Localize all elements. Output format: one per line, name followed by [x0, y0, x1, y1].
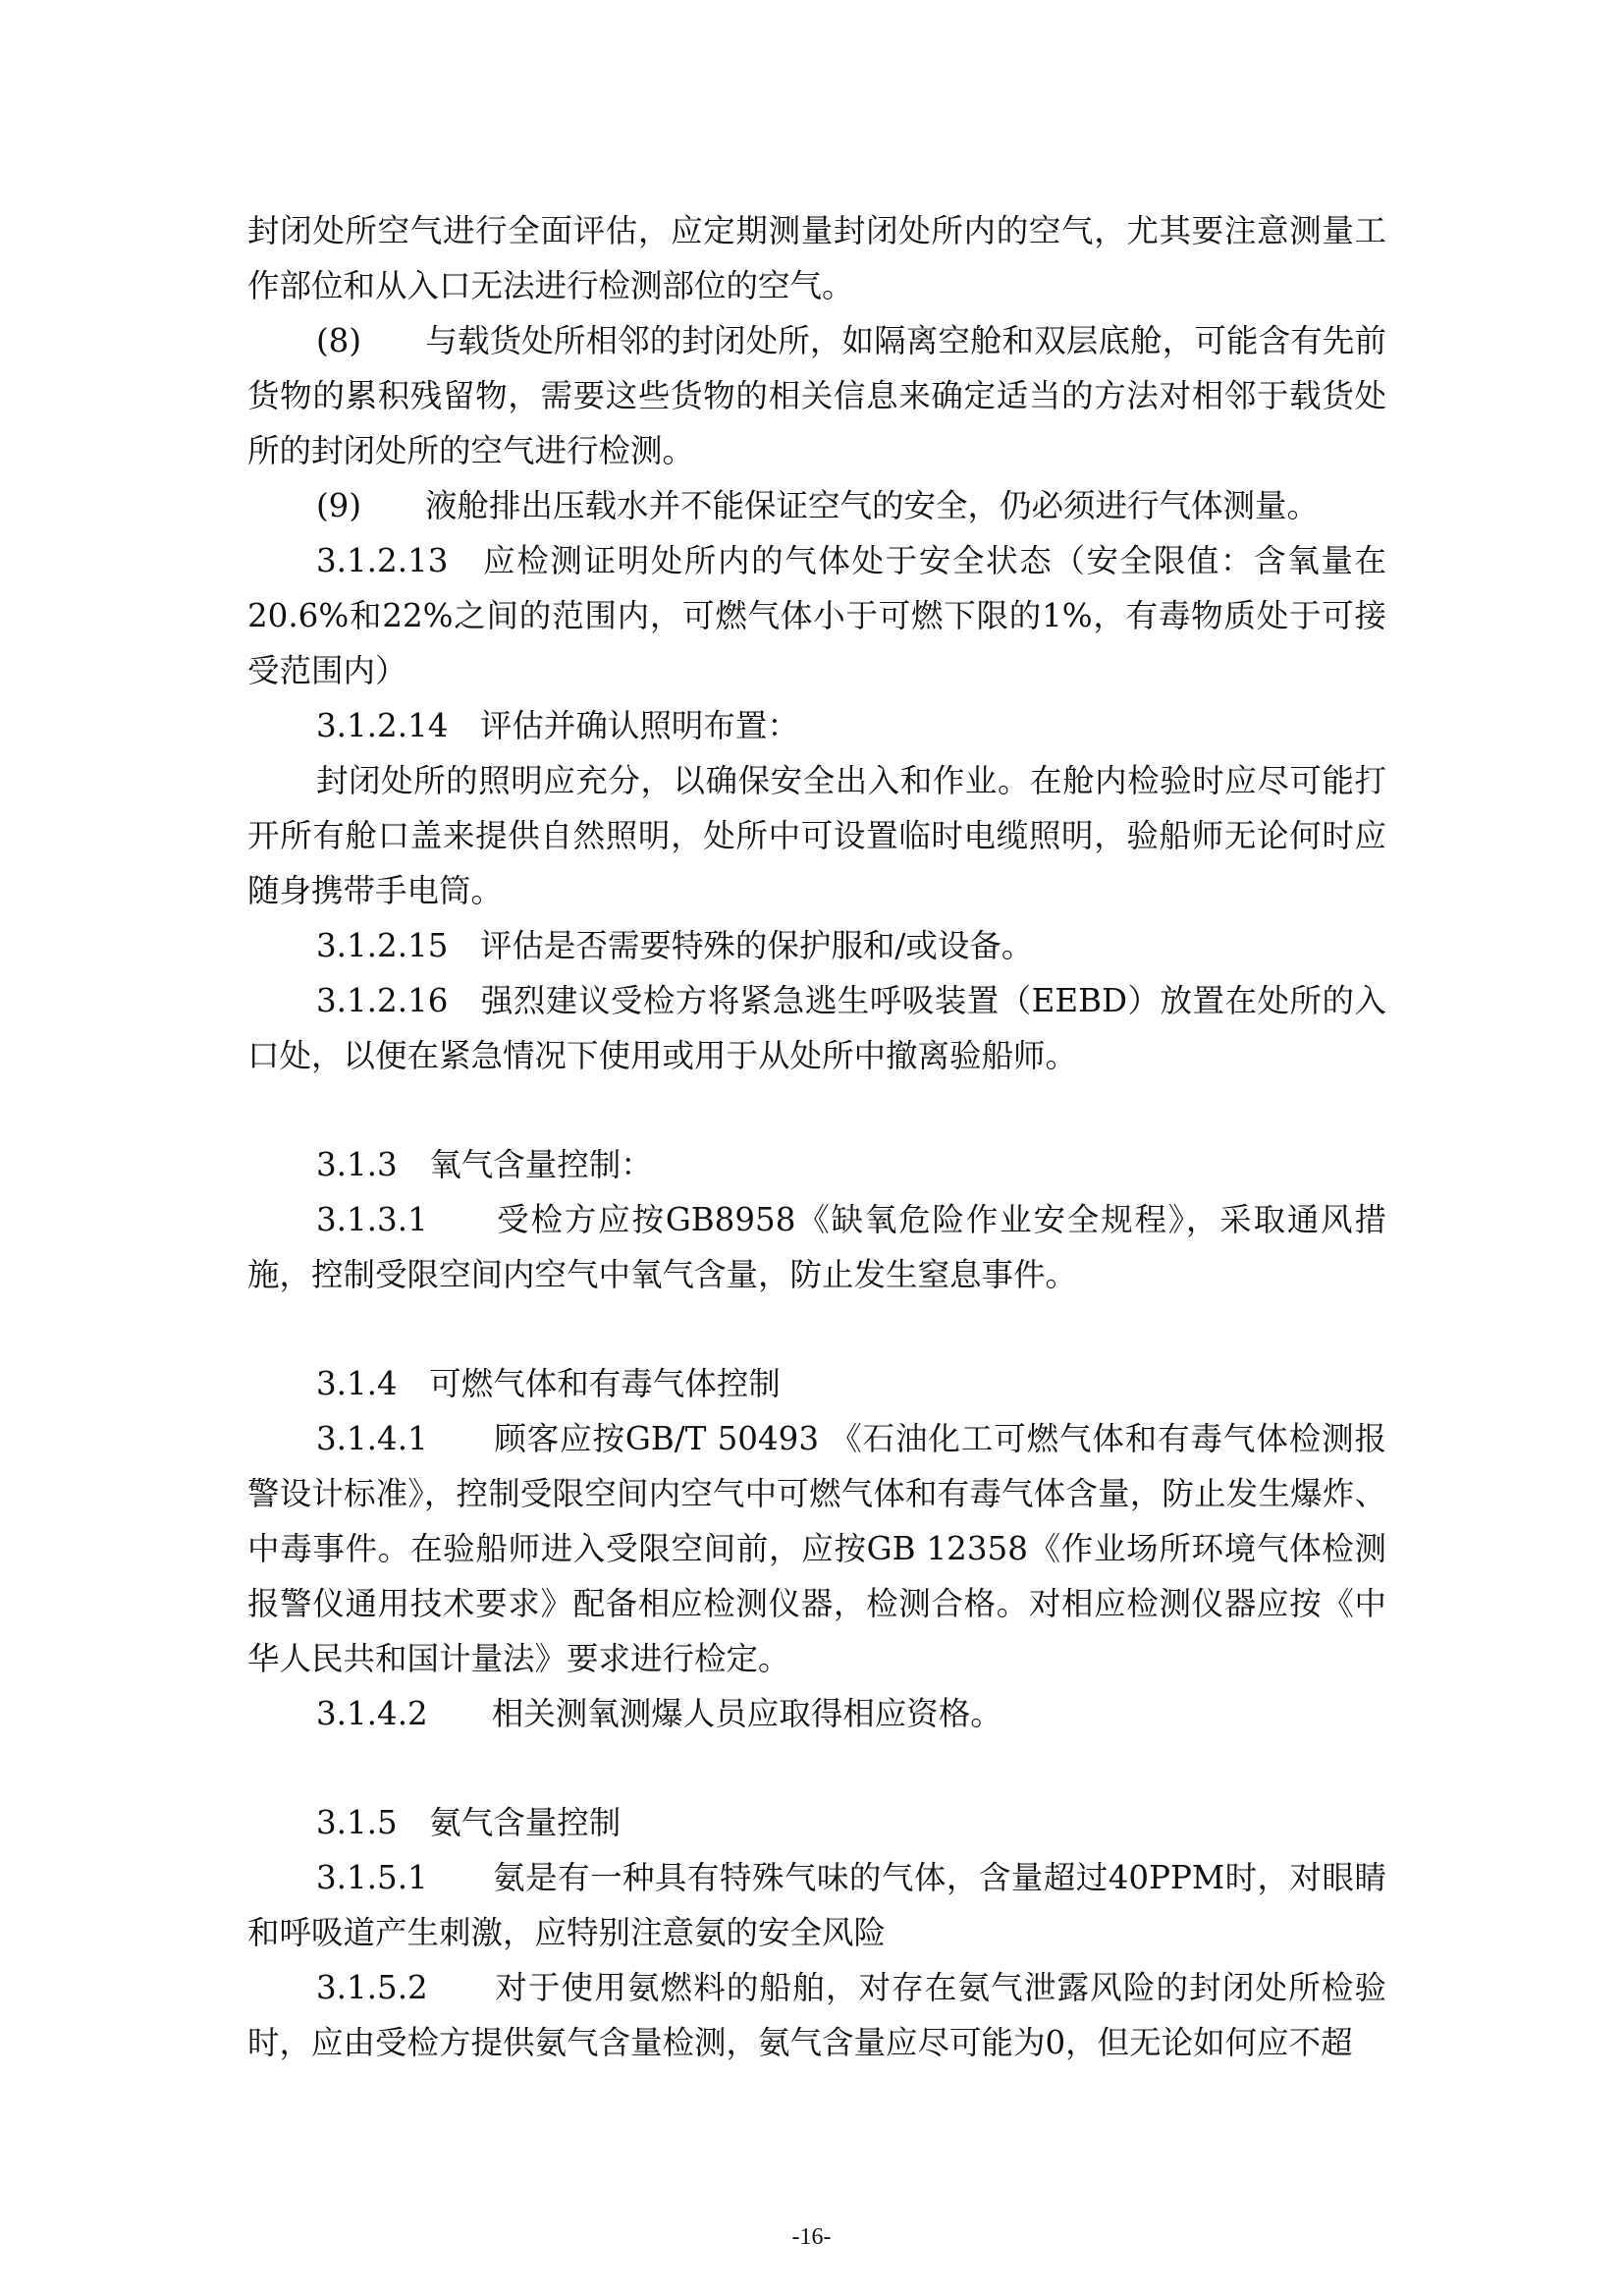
paragraph-item-8: (8) 与载货处所相邻的封闭处所，如隔离空舱和双层底舱，可能含有先前货物的累积残留物，需要这些货物的相关信息来确定适当的方法对相邻于载货处所的封闭处所的空气进行检测。: [247, 322, 1386, 469]
paragraph-3-1-5-1: 3.1.5.1 氨是有一种具有特殊气味的气体，含量超过40PPM时，对眼睛和呼吸道产生刺激，应特别注意氨的安全风险: [247, 1859, 1386, 1951]
paragraph-3-1-2-15: 3.1.2.15 评估是否需要特殊的保护服和/或设备。: [316, 927, 1034, 964]
paragraph-3-1-3-1: 3.1.3.1 受检方应按GB8958《缺氧危险作业安全规程》，采取通风措施，控制受限空间内空气中氧气含量，防止发生窒息事件。: [247, 1201, 1386, 1293]
section-spacer: [247, 1302, 1386, 1356]
paragraph-item-9: (9) 液舱排出压载水并不能保证空气的安全，仍必须进行气体测量。: [316, 487, 1320, 524]
heading-3-1-3: 3.1.3 氧气含量控制：: [316, 1146, 653, 1183]
paragraph-3-1-5-2: 3.1.5.2 对于使用氨燃料的船舶，对存在氨气泄露风险的封闭处所检验时，应由受检方提供氨气含量检测，氨气含量应尽可能为0，但无论如何应不超: [247, 1969, 1386, 2061]
page-number: -16-: [791, 2224, 832, 2250]
section-spacer: [247, 1741, 1386, 1795]
heading-3-1-4: 3.1.4 可燃气体和有毒气体控制: [316, 1365, 781, 1402]
paragraph-3-1-2-14: 3.1.2.14 评估并确认照明布置：: [316, 707, 799, 744]
paragraph-3-1-2-16: 3.1.2.16 强烈建议受检方将紧急逃生呼吸装置（EEBD）放置在处所的入口处，以便在紧急情况下使用或用于从处所中撤离验船师。: [247, 982, 1386, 1074]
paragraph-enclosed-space-air-evaluation: 封闭处所空气进行全面评估，应定期测量封闭处所内的空气，尤其要注意测量工作部位和从入口无法进行检测部位的空气。: [247, 212, 1386, 304]
document-body: [247, 203, 1386, 2070]
paragraph-3-1-2-13: 3.1.2.13 应检测证明处所内的气体处于安全状态（安全限值：含氧量在20.6%和22%之间的范围内，可燃气体小于可燃下限的1%，有毒物质处于可接受范围内）: [247, 542, 1386, 689]
section-spacer: [247, 1083, 1386, 1137]
paragraph-3-1-4-2: 3.1.4.2 相关测氧测爆人员应取得相应资格。: [316, 1695, 1002, 1732]
paragraph-lighting: 封闭处所的照明应充分，以确保安全出入和作业。在舱内检验时应尽可能打开所有舱口盖来提供自然照明，处所中可设置临时电缆照明，验船师无论何时应随身携带手电筒。: [247, 762, 1386, 909]
paragraph-3-1-4-1: 3.1.4.1 顾客应按GB/T 50493 《石油化工可燃气体和有毒气体检测报警设计标准》，控制受限空间内空气中可燃气体和有毒气体含量，防止发生爆炸、中毒事件。在验船师进入受限空间前，应按GB 12358《作业场所环境气体检测报警仪通用技术要求》配备相应检测仪器，检测合格。对相应检测仪器应按《中华人民共和国计量法》要求进行检定。: [247, 1420, 1386, 1677]
heading-3-1-5: 3.1.5 氨气含量控制: [316, 1804, 622, 1841]
